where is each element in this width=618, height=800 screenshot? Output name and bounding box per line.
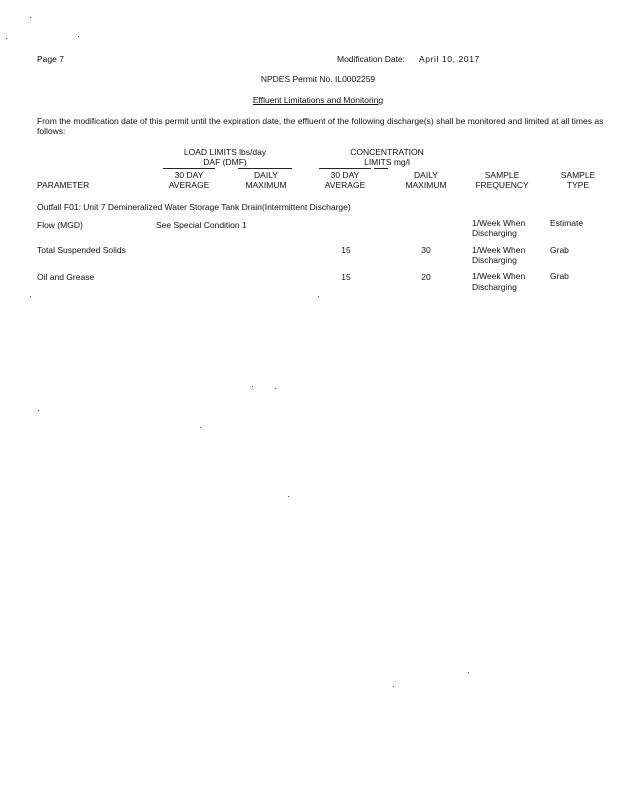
load-limits-header: LOAD LIMITS lbs/day — [183, 147, 267, 157]
load-30day-header-line2: AVERAGE — [168, 180, 210, 190]
scan-speck — [6, 38, 7, 39]
scan-speck — [393, 686, 394, 687]
conc-30day-header-line1: 30 DAY — [330, 170, 360, 180]
conc-daily-header-line2: MAXIMUM — [405, 180, 447, 190]
scan-speck — [30, 296, 31, 297]
permit-number: NPDES Permit No. IL0002259 — [260, 74, 376, 84]
header-rule — [163, 168, 215, 169]
intro-paragraph: From the modification date of this permit until the expiration date, the effluent of the following discharge(s) shall be monitored and limited at all times as follows: — [37, 116, 604, 136]
scan-speck — [78, 36, 79, 37]
row-tss-parameter: Total Suspended Solids — [37, 245, 126, 255]
load-limits-subheader: DAF (DMF) — [203, 157, 247, 167]
row-flow-frequency-line2: Discharging — [472, 228, 517, 238]
type-header-line1: SAMPLE — [560, 170, 596, 180]
modification-date-label: Modification Date: — [337, 54, 406, 64]
scan-speck — [30, 17, 31, 18]
frequency-header-line1: SAMPLE — [484, 170, 520, 180]
header-rule — [374, 168, 388, 169]
header-rule — [319, 168, 371, 169]
row-tss-frequency-line1: 1/Week When — [472, 245, 526, 255]
row-flow-frequency-line1: 1/Week When — [472, 218, 526, 228]
scan-speck — [318, 296, 319, 297]
scan-speck — [200, 427, 201, 428]
load-daily-header-line2: MAXIMUM — [245, 180, 287, 190]
row-oil-frequency-line1: 1/Week When — [472, 271, 526, 281]
row-oil-frequency-line2: Discharging — [472, 282, 517, 292]
conc-30day-header-line2: AVERAGE — [324, 180, 366, 190]
page-number: Page 7 — [37, 54, 64, 64]
row-flow-sample-type: Estimate — [550, 218, 584, 228]
load-30day-header-line1: 30 DAY — [174, 170, 204, 180]
scan-speck — [468, 672, 469, 673]
header-rule — [238, 168, 292, 169]
modification-date: April 10, 2017 — [419, 54, 480, 64]
row-tss-sample-type: Grab — [550, 245, 569, 255]
scan-speck — [275, 388, 276, 389]
section-title: Effluent Limitations and Monitoring — [252, 95, 384, 105]
outfall-label: Outfall F01: Unit 7 Demineralized Water Storage Tank Drain(Intermittent Discharge) — [37, 202, 351, 212]
type-header-line2: TYPE — [566, 180, 590, 190]
concentration-subheader: LIMITS mg/l — [364, 157, 410, 167]
row-tss-frequency-line2: Discharging — [472, 255, 517, 265]
conc-daily-header-line1: DAILY — [414, 170, 438, 180]
parameter-column-header: PARAMETER — [37, 180, 90, 190]
row-flow-parameter: Flow (MGD) — [37, 220, 83, 230]
row-oil-conc-30day: 15 — [341, 272, 351, 282]
row-flow-load-note: See Special Condition 1 — [156, 220, 247, 230]
scan-speck — [288, 496, 289, 497]
frequency-header-line2: FREQUENCY — [475, 180, 529, 190]
row-oil-conc-daily: 20 — [421, 272, 431, 282]
concentration-header: CONCENTRATION — [350, 147, 424, 157]
row-oil-sample-type: Grab — [550, 271, 569, 281]
load-daily-header-line1: DAILY — [254, 170, 278, 180]
scan-speck — [252, 386, 253, 387]
scan-speck — [38, 410, 39, 411]
row-oil-parameter: Oil and Grease — [37, 272, 95, 282]
row-tss-conc-30day: 15 — [341, 245, 351, 255]
row-tss-conc-daily: 30 — [421, 245, 431, 255]
